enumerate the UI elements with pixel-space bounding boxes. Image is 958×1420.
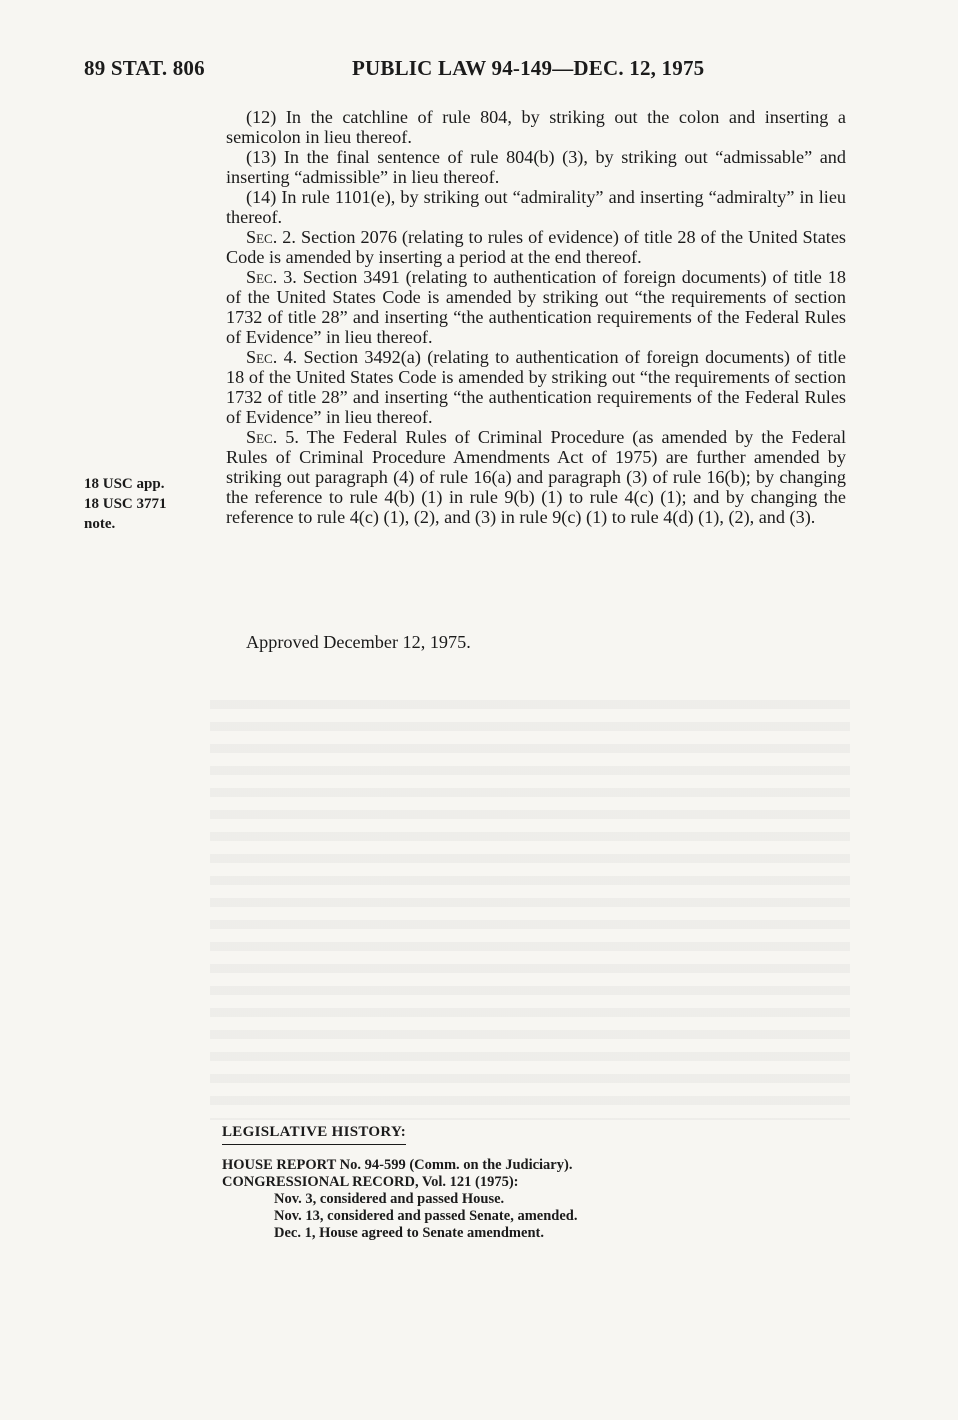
margin-citation-line: 18 USC app. — [84, 476, 165, 492]
legislative-history-title: LEGISLATIVE HISTORY: — [222, 1124, 406, 1145]
house-report: HOUSE REPORT No. 94-599 (Comm. on the Judiciary). — [222, 1157, 573, 1173]
legislative-history-lines — [222, 1157, 577, 1242]
margin-citation — [84, 474, 167, 534]
law-title-header: PUBLIC LAW 94-149—DEC. 12, 1975 — [352, 56, 705, 80]
section-3: Sec. 3. Section 3491 (relating to authentication of foreign documents) of title 18 of the United States Code is amended by striking out “the requirements of section 1732 of title 28” and inserting “the authentication requirements of the Federal Rules of Evidence” in lieu thereof. — [226, 267, 846, 347]
paragraph-14: (14) In rule 1101(e), by striking out “admirality” and inserting “admiralty” in lieu thereof. — [226, 187, 846, 227]
section-label: Sec. 4. — [246, 347, 298, 367]
margin-citation-line: 18 USC 3771 — [84, 496, 167, 512]
history-event: Nov. 3, considered and passed House. — [274, 1191, 505, 1207]
section-2: Sec. 2. Section 2076 (relating to rules of evidence) of title 28 of the United States Code is amended by inserting a period at the end thereof. — [226, 227, 847, 267]
legislative-history — [222, 1124, 577, 1242]
paragraph-12: (12) In the catchline of rule 804, by striking out the colon and inserting a semicolon in lieu thereof. — [226, 107, 846, 147]
margin-citation-line: note. — [84, 516, 116, 532]
section-5: Sec. 5. The Federal Rules of Criminal Procedure (as amended by the Federal Rules of Criminal Procedure Amendments Act of 1975) are further amended by striking out paragraph (4) of rule 16(a) and paragraph (3) of rule 16(b); by changing the reference to rule 4(b) (1) in rule 9(b) (1) to rule 4(c) (1); and by changing the reference to rule 4(c) (1), (2), and (3) in rule 9(c) (1) to rule 4(d) (1), (2), and (3). — [226, 427, 847, 527]
approval-date: Approved December 12, 1975. — [246, 632, 471, 652]
section-label: Sec. 3. — [246, 267, 297, 287]
history-event: Nov. 13, considered and passed Senate, amended. — [274, 1208, 578, 1224]
history-event: Dec. 1, House agreed to Senate amendment. — [274, 1225, 544, 1241]
stat-page-number: 89 STAT. 806 — [84, 56, 205, 80]
section-label: Sec. 5. — [246, 427, 299, 447]
section-4: Sec. 4. Section 3492(a) (relating to authentication of foreign documents) of title 18 of the United States Code is amended by striking out “the requirements of section 1732 of title 28” and inserting “the authentication requirements of the Federal Rules of Evidence” in lieu thereof. — [226, 347, 846, 427]
section-label: Sec. 2. — [246, 227, 296, 247]
paragraph-13: (13) In the final sentence of rule 804(b) (3), by striking out “admissable” and inserting “admissible” in lieu thereof. — [226, 147, 846, 187]
bleed-through-shadow — [210, 700, 850, 1120]
congressional-record: CONGRESSIONAL RECORD, Vol. 121 (1975): — [222, 1174, 519, 1190]
body-text — [226, 107, 846, 527]
